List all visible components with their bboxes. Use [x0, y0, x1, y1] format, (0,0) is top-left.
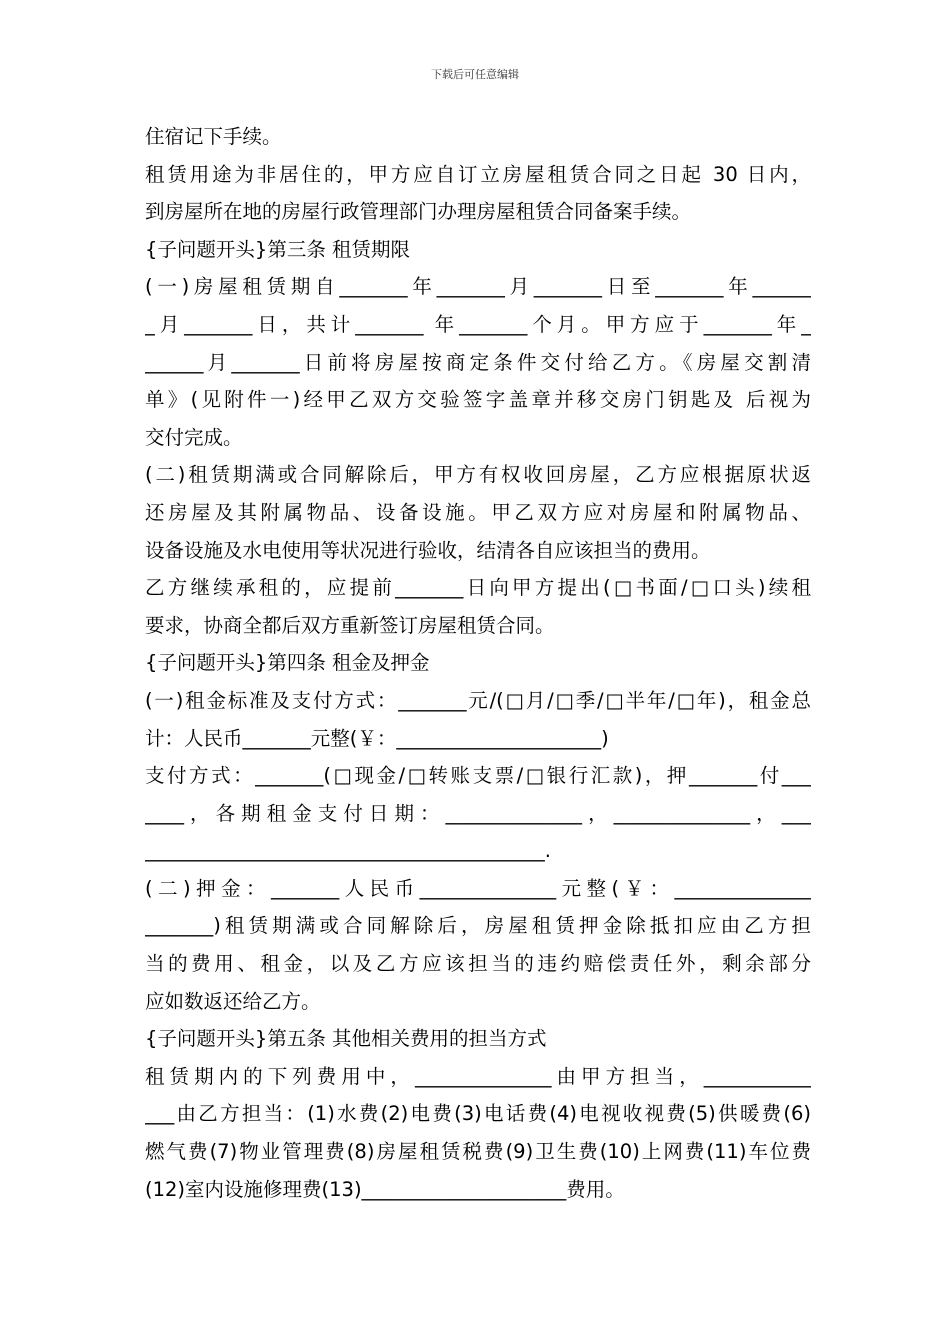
text-line: (二)租赁期满或合同解除后，甲方有权收回房屋，乙方应根据原状返	[145, 463, 811, 487]
text-line: (12)室内设施修理费(13)_____________________费用。	[145, 1177, 625, 1201]
document-body	[145, 118, 811, 1208]
text-line: ____，各期租金支付日期：______________，______________，___	[145, 801, 811, 825]
text-line: (一)租金标准及支付方式：_______元/(□月/□季/□半年/□年)，租金总	[145, 688, 811, 712]
text-line: 还房屋及其附属物品、设备设施。甲乙双方应对房屋和附属物品、	[145, 500, 811, 524]
text-line: (一)房屋租赁期自_______年_______月_______日至_______年______	[145, 275, 811, 299]
text-line: 租赁期内的下列费用中，______________由甲方担当，___________	[145, 1064, 811, 1088]
text-line: _月_______日，共计_______ 年_______个月。甲方应于_______年_	[145, 312, 811, 336]
text-line: ___由乙方担当：(1)水费(2)电费(3)电话费(4)电视收视费(5)供暖费(6)	[145, 1102, 811, 1126]
text-line: 到房屋所在地的房屋行政管理部门办理房屋租赁合同备案手续。	[145, 200, 692, 224]
text-line: 设备设施及水电使用等状况进行验收，结清各自应该担当的费用。	[145, 538, 711, 562]
text-line: 当的费用、租金，以及乙方应该担当的违约赔偿责任外，剩余部分	[145, 952, 811, 976]
text-line: 要求，协商全都后双方重新签订房屋租赁合同。	[145, 613, 555, 637]
section-heading: {子问题开头}第三条 租赁期限	[145, 237, 411, 261]
text-line: (二)押金：_______人民币______________元整(￥：______________	[145, 876, 811, 900]
text-line: 乙方继续承租的，应提前_______日向甲方提出(□书面/□口头)续租	[145, 576, 811, 600]
text-line: _________________________________________.	[145, 839, 551, 863]
text-line: 计：人民币_______元整(￥：_____________________)	[145, 726, 609, 750]
section-heading: {子问题开头}第四条 租金及押金	[145, 651, 430, 675]
text-line: 交付完成。	[145, 425, 243, 449]
text-line: ______月_______日前将房屋按商定条件交付给乙方。《房屋交割清	[145, 350, 811, 374]
text-line: 住宿记下手续。	[145, 125, 282, 148]
text-line: _______)租赁期满或合同解除后，房屋租赁押金除抵扣应由乙方担	[145, 914, 811, 938]
section-heading: {子问题开头}第五条 其他相关费用的担当方式	[145, 1027, 547, 1051]
text-line: 应如数返还给乙方。	[145, 989, 321, 1013]
page-header: 下载后可任意编辑	[431, 68, 519, 81]
text-line: 单》(见附件一)经甲乙双方交验签字盖章并移交房门钥匙及 后视为	[145, 388, 811, 412]
text-line: 租赁用途为非居住的，甲方应自订立房屋租赁合同之日起 30 日内，	[145, 162, 811, 186]
text-line: 支付方式：_______(□现金/□转账支票/□银行汇款)，押_______付___	[145, 764, 811, 788]
text-line: 燃气费(7)物业管理费(8)房屋租赁税费(9)卫生费(10)上网费(11)车位费	[145, 1140, 811, 1164]
